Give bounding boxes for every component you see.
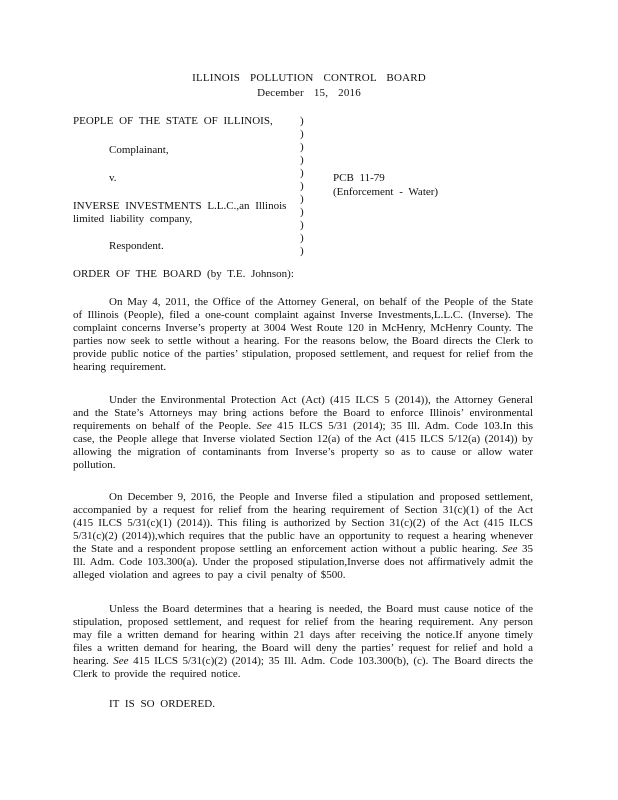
paragraph-1: On May 4, 2011, the Office of the Attorney General, on behalf of the People of the State of Illinois (People), filed a one-count complaint against Inverse Investments,L.L.C. (Inverse). The complaint concerns Inverse’s property at 3004 West Route 120 in McHenry, McHenry County. The parties now seek to settle without a hearing. For the reasons below, the Board directs the Clerk to provide public notice of the parties’ stipulation, proposed settlement, and request for relief from the hearing requirement.: [73, 296, 533, 373]
paragraph-2-text-a: Under the Environmental Protection Act (Act) (415 ILCS 5 (2014)), the Attorney General and the State’s Attorneys may bring actions before the Board to enforce Illinois’ environmental requirements on behalf of the People.: [73, 394, 533, 432]
paragraph-4-text-b: 415 ILCS 5/31(c)(2) (2014); 35 Ill. Adm. Code 103.300(b), (c). The Board directs the Clerk to provide the required notice.: [73, 655, 533, 680]
versus-label: v.: [109, 172, 117, 184]
paragraph-2: [73, 394, 533, 472]
defendant-name: INVERSE INVESTMENTS L.L.C.,an Illinois: [73, 200, 287, 212]
citation-signal: See: [502, 543, 518, 555]
paragraph-4-text-a: Unless the Board determines that a hearing is needed, the Board must cause notice of the stipulation, proposed settlement, and request for relief from the hearing requirement. Any person may file a written demand for hearing within 21 days after receiving the notice.If anyone timely files a written demand for hearing, the Board will deny the parties’ request for relief and hold a hearing.: [73, 603, 533, 667]
paren: ): [300, 206, 304, 218]
paren: ): [300, 154, 304, 166]
paren: ): [300, 232, 304, 244]
paragraph-4: [73, 603, 533, 681]
order-heading: ORDER OF THE BOARD (by T.E. Johnson):: [73, 268, 294, 280]
paren: ): [300, 219, 304, 231]
paragraph-3: [73, 491, 533, 582]
paren: ): [300, 193, 304, 205]
defendant-role: Respondent.: [109, 240, 164, 252]
paren: ): [300, 180, 304, 192]
paragraph-3-text-b: 35 Ill. Adm. Code 103.300(a). Under the proposed stipulation,Inverse does not affirmatively admit the alleged violation and agrees to pay a civil penalty of $500.: [73, 543, 534, 581]
paren: ): [300, 141, 304, 153]
citation-signal: See: [256, 420, 272, 432]
case-number: PCB 11-79: [333, 172, 385, 184]
paragraph-2-text-b: 415 ILCS 5/31 (2014); 35 Ill. Adm. Code 103.In this case, the People allege that Inverse violated Section 12(a) of the Act (415 ILCS 5/12(a) (2014)) by allowing the migration of contaminants from Inverse’s property so as to cause or allow water pollution.: [73, 420, 534, 471]
agency-title: ILLINOIS POLLUTION CONTROL BOARD: [192, 72, 426, 84]
paren: ): [300, 167, 304, 179]
paragraph-3-text-a: On December 9, 2016, the People and Inverse filed a stipulation and proposed settlement, accompanied by a request for relief from the hearing requirement of Section 31(c)(1) of the Act (415 ILCS 5/31(c)(1) (2014)). This filing is authorized by Section 31(c)(2) of the Act (415 ILCS 5/31(c)(2) (2014)),which requires that the public have an opportunity to request a hearing whenever the State and a respondent propose settling an enforcement action without a public hearing.: [73, 491, 533, 555]
plaintiff-name: PEOPLE OF THE STATE OF ILLINOIS,: [73, 115, 273, 127]
order-date: December 15, 2016: [257, 87, 361, 99]
closing-statement: IT IS SO ORDERED.: [109, 698, 215, 710]
paren: ): [300, 128, 304, 140]
case-type: (Enforcement - Water): [333, 186, 439, 198]
plaintiff-role: Complainant,: [109, 144, 169, 156]
citation-signal: See: [113, 655, 129, 667]
paren: ): [300, 115, 304, 127]
defendant-description: limited liability company,: [73, 213, 193, 225]
paren: ): [300, 245, 304, 257]
caption-parentheses: [300, 115, 304, 258]
